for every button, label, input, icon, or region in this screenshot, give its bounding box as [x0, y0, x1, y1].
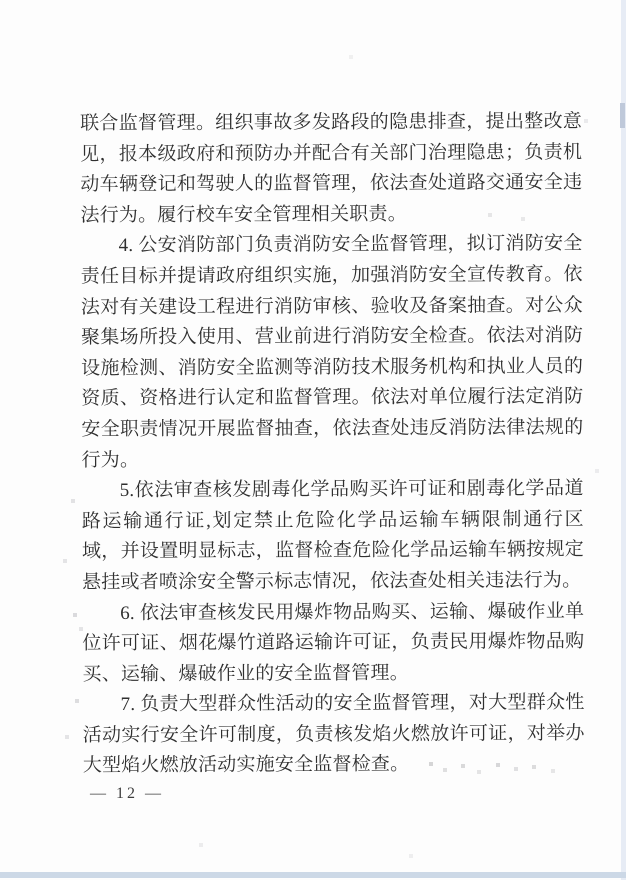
body-paragraph: 7. 负责大型群众性活动的安全监督管理，对大型群众性活动实行安全许可制度，负责核发焰火燃放许可证，对举办大型焰火燃放活动实施安全监督检查。 [82, 692, 585, 777]
page-number: — 12 — [90, 785, 164, 802]
text-block [80, 107, 585, 782]
scan-edge-bottom [0, 872, 626, 878]
scan-edge-right [621, 0, 626, 880]
body-paragraph: 5.依法审查核发剧毒化学品购买许可证和剧毒化学品道路运输通行证,划定禁止危险化学品运输车辆限制通行区域，并设置明显标志，监督检查危险化学品运输车辆按规定悬挂或者喷涂安全警示标志情况，依法查处相关违法行为。 [81, 478, 584, 594]
scan-artifact-mark [620, 103, 625, 128]
body-paragraph: 联合监督管理。组织事故多发路段的隐患排查，提出整改意见，报本级政府和预防办并配合有关部门治理隐患；负责机动车辆登记和驾驶人的监督管理，依法查处道路交通安全违法行为。履行校车安全管理相关职责。 [80, 110, 583, 226]
body-paragraph: 6. 依法审查核发民用爆炸物品购买、运输、爆破作业单位许可证、烟花爆竹道路运输许可证，负责民用爆炸物品购买、运输、爆破作业的安全监督管理。 [82, 600, 585, 685]
scan-noise [0, 0, 2, 2]
body-paragraph: 4. 公安消防部门负责消防安全监督管理，拟订消防安全责任目标并提请政府组织实施，加强消防安全宣传教育。依法对有关建设工程进行消防审核、验收及备案抽查。对公众聚集场所投入使用、营业前进行消防安全检查。依法对消防设施检测、消防安全监测等消防技术服务机构和执业人员的资质、资格进行认定和监督管理。依法对单位履行法定消防安全职责情况开展监督抽查，依法查处违反消防法律法规的行为。 [80, 233, 584, 471]
